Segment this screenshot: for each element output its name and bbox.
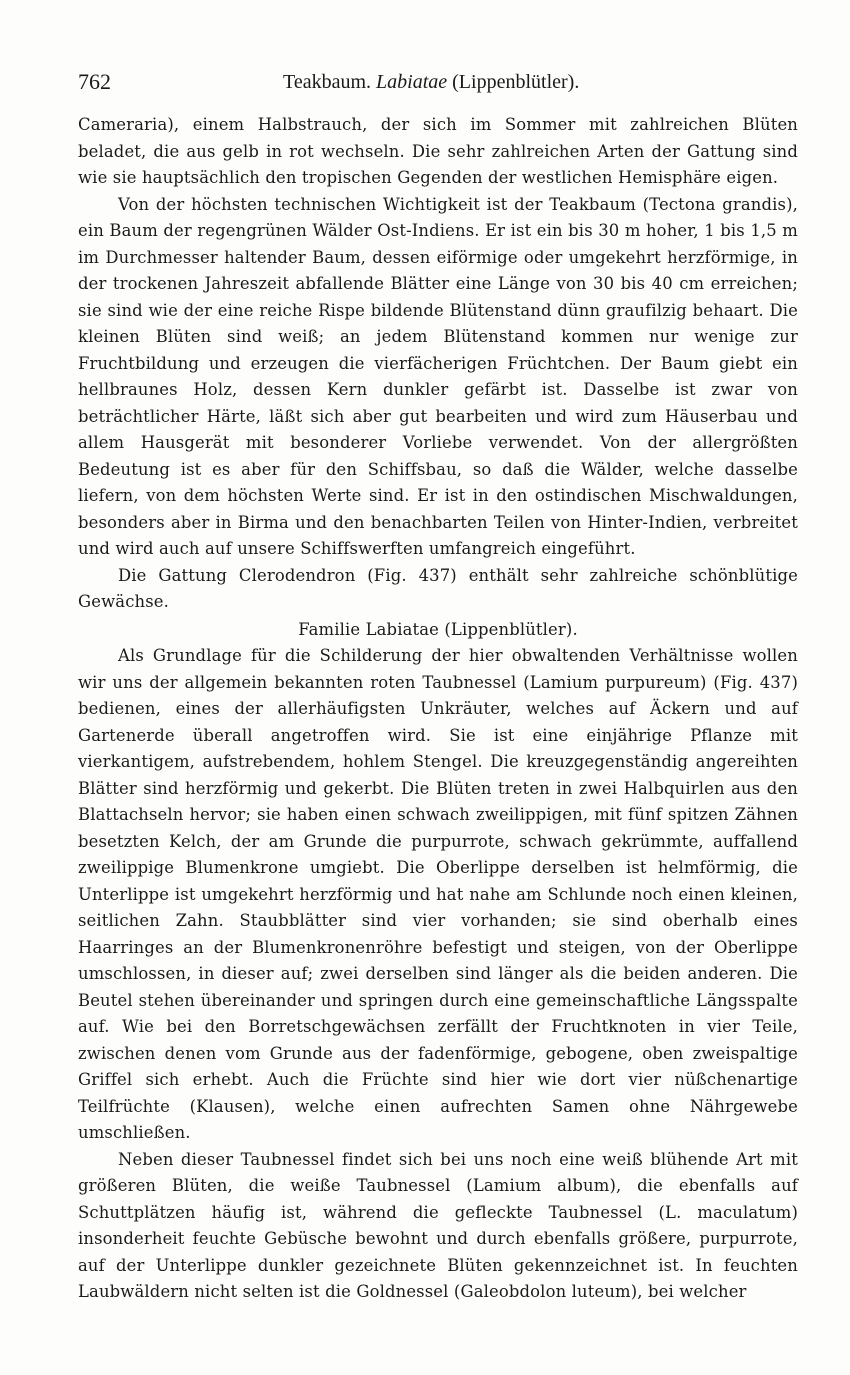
page-header	[78, 64, 798, 100]
running-title-german: Teakbaum.	[283, 71, 372, 93]
paragraph-taubnessel: Als Grundlage für die Schilderung der hier obwaltenden Verhältnisse wollen wir uns der allgemein bekannten roten Taubnessel (Lamium purpureum) (Fig. 437) bedienen, eines der allerhäufigsten Unkräuter, welches auf Äckern und auf Gartenerde überall angetroffen wird. Sie ist eine einjährige Pflanze mit vierkantigem, aufstrebendem, hohlem Stengel. Die kreuzgegenständig angereihten Blätter sind herzförmig und gekerbt. Die Blüten treten in zwei Halbquirlen aus den Blattachseln hervor; sie haben einen schwach zweilippigen, mit fünf spitzen Zähnen besetzten Kelch, der am Grunde die purpurrote, schwach gekrümmte, auffallend zweilippige Blumenkrone umgiebt. Die Oberlippe derselben ist helmförmig, die Unterlippe ist umgekehrt herzförmig und hat nahe am Schlunde noch einen kleinen, seitlichen Zahn. Staubblätter sind vier vorhanden; sie sind oberhalb eines Haarringes an der Blumenkronenröhre befestigt und steigen, von der Oberlippe umschlossen, in dieser auf; zwei derselben sind länger als die beiden anderen. Die Beutel stehen übereinander und springen durch eine gemeinschaftliche Längsspalte auf. Wie bei den Borretschgewächsen zerfällt der Fruchtknoten in vier Teile, zwischen denen vom Grunde aus der fadenförmige, gebogene, oben zweispaltige Griffel sich erhebt. Auch die Früchte sind hier wie dort vier nüßchenartige Teilfrüchte (Klausen), welche einen aufrechten Samen ohne Nährgewebe umschließen.	[78, 646, 798, 1142]
section-heading-labiatae: Familie Labiatae (Lippenblütler).	[298, 619, 578, 639]
running-title-suffix: (Lippenblütler).	[452, 71, 580, 93]
running-title	[283, 64, 579, 100]
paragraph-clerodendron: Die Gattung Clerodendron (Fig. 437) enthält sehr zahlreiche schönblütige Gewächse.	[78, 565, 798, 611]
body-text	[78, 112, 798, 1306]
paragraph-continuation: Cameraria), einem Halbstrauch, der sich im Sommer mit zahlreichen Blüten beladet, die aus gelb in rot wechseln. Die sehr zahlreichen Arten der Gattung sind wie sie hauptsächlich den tropischen Gegenden der westlichen Hemisphäre eigen.	[78, 115, 798, 187]
paragraph-weisse-taubnessel: Neben dieser Taubnessel findet sich bei uns noch eine weiß blühende Art mit größeren Blüten, die weiße Taubnessel (Lamium album), die ebenfalls auf Schuttplätzen häufig ist, während die gefleckte Taubnessel (L. maculatum) insonderheit feuchte Gebüsche bewohnt und durch ebenfalls größere, purpurrote, auf der Unterlippe dunkler gezeichnete Blüten gekennzeichnet ist. In feuchten Laubwäldern nicht selten ist die Goldnessel (Galeobdolon luteum), bei welcher	[78, 1149, 798, 1301]
page-number: 762	[78, 69, 111, 94]
running-title-latin: Labiatae	[376, 71, 448, 93]
paragraph-teakbaum: Von der höchsten technischen Wichtigkeit ist der Teakbaum (Tectona grandis), ein Baum der regengrünen Wälder Ost-Indiens. Er ist ein bis 30 m hoher, 1 bis 1,5 m im Durchmesser haltender Baum, dessen eiförmige oder umgekehrt herzförmige, in der trockenen Jahreszeit abfallende Blätter eine Länge von 30 bis 40 cm erreichen; sie sind wie der eine reiche Rispe bildende Blütenstand dünn graufilzig behaart. Die kleinen Blüten sind weiß; an jedem Blütenstand kommen nur wenige zur Fruchtbildung und erzeugen die vierfächerigen Früchtchen. Der Baum giebt ein hellbraunes Holz, dessen Kern dunkler gefärbt ist. Dasselbe ist zwar von beträchtlicher Härte, läßt sich aber gut bearbeiten und wird zum Häuserbau und allem Hausgerät mit besonderer Vorliebe verwendet. Von der allergrößten Bedeutung ist es aber für den Schiffsbau, so daß die Wälder, welche dasselbe liefern, von dem höchsten Werte sind. Er ist in den ostindischen Mischwaldungen, besonders aber in Birma und den benachbarten Teilen von Hinter-Indien, verbreitet und wird auch auf unsere Schiffswerften umfangreich eingeführt.	[78, 194, 798, 558]
